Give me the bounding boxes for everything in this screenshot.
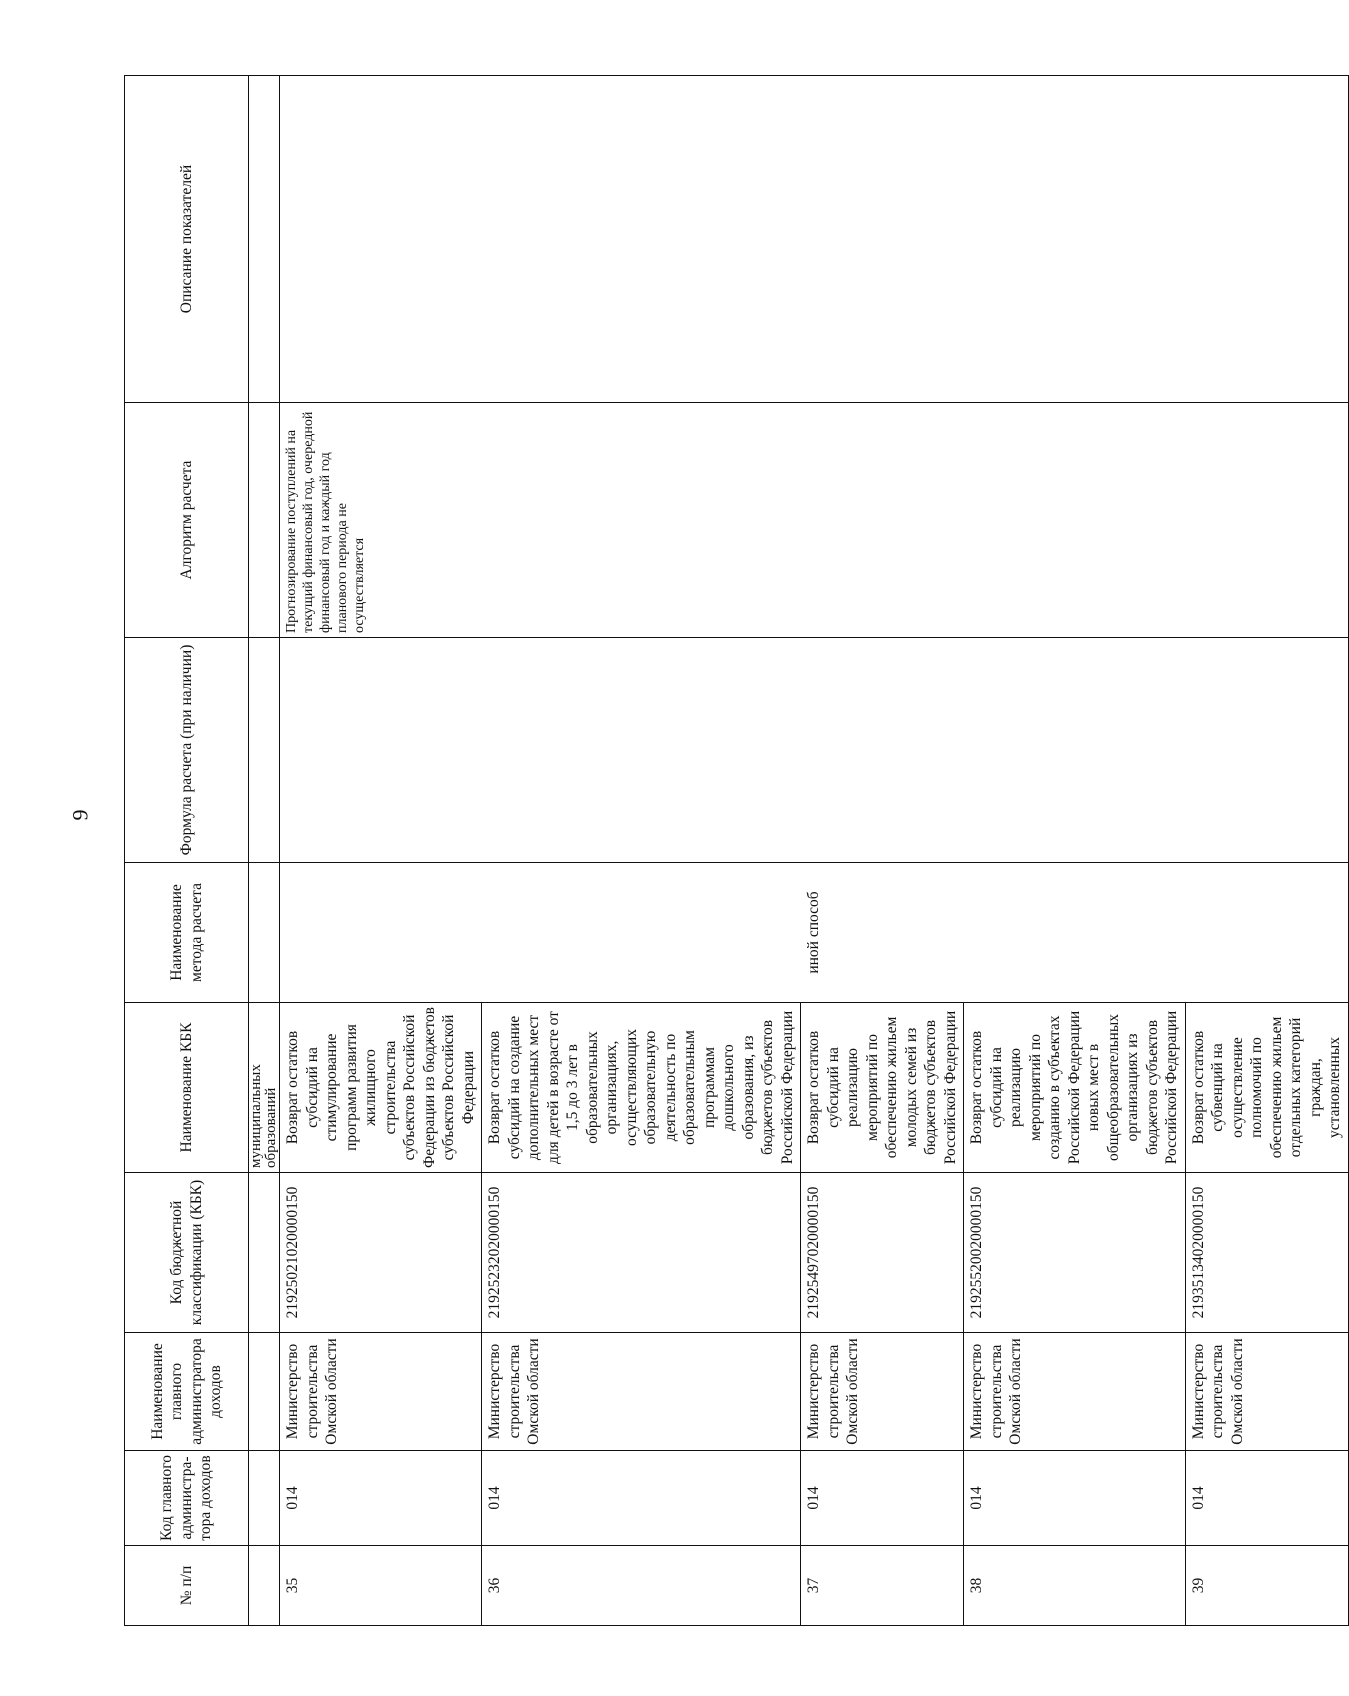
- header-kbk-code: Код бюджетной классификации (КБК): [125, 1173, 249, 1333]
- formula-cell: [280, 638, 1349, 863]
- header-formula: Формула расчета (при наличии): [125, 638, 249, 863]
- method-cell: иной способ: [280, 863, 1349, 1003]
- row-kbk-code: 21925520020000150: [964, 1173, 1186, 1333]
- header-algorithm: Алгоритм расчета: [125, 403, 249, 638]
- header-admin-code: Код главного администра-тора доходов: [125, 1451, 249, 1546]
- row-admin-name: Министерство строительства Омской области: [964, 1333, 1186, 1451]
- row-kbk-code: 21935134020000150: [1185, 1173, 1348, 1333]
- row-kbk-name: Возврат остатков субсидий на создание дополнительных мест для детей в возрасте от 1,5 до 3 лет в образовательных организациях, осуществляющих образовательную деятельность по образовательным программам дошкольного образования, из бюджетов субъектов Российской Федерации: [482, 1003, 801, 1173]
- row-num: 35: [280, 1546, 482, 1626]
- header-description: Описание показателей: [125, 76, 249, 403]
- algorithm-cell: Прогнозирование поступлений на текущий финансовый год, очередной финансовый год и каждый год планового периода не осуществляется: [280, 403, 1349, 638]
- row-kbk-code: 21925021020000150: [280, 1173, 482, 1333]
- row-kbk-name: Возврат остатков субсидий на реализацию мероприятий по обеспечению жильем молодых семей из бюджетов субъектов Российской Федерации: [801, 1003, 964, 1173]
- row-admin-name: Министерство строительства Омской области: [1185, 1333, 1348, 1451]
- table-row: [280, 76, 482, 1626]
- rotated-table-container: [124, 76, 1343, 1626]
- row-admin-name: Министерство строительства Омской области: [482, 1333, 801, 1451]
- revenue-table: [124, 75, 1349, 1626]
- page-number: 9: [67, 809, 93, 821]
- row-kbk-name: Возврат остатков субвенций на осуществление полномочий по обеспечению жильем отдельных категорий граждан, установленных: [1185, 1003, 1348, 1173]
- row-admin-code: 014: [964, 1451, 1186, 1546]
- header-row: [125, 76, 249, 1626]
- header-num: № п/п: [125, 1546, 249, 1626]
- description-cell: [280, 76, 1349, 403]
- row-kbk-name: Возврат остатков субсидий на стимулирование программ развития жилищного строительства субъектов Российской Федерации из бюджетов субъектов Российской Федерации: [280, 1003, 482, 1173]
- row-admin-code: 014: [280, 1451, 482, 1546]
- header-admin-name: Наименование главного администратора доходов: [125, 1333, 249, 1451]
- continuation-row: [249, 76, 280, 1626]
- row-admin-code: 014: [482, 1451, 801, 1546]
- row-num: 37: [801, 1546, 964, 1626]
- continuation-text: муниципальных образований: [249, 1003, 280, 1173]
- row-admin-name: Министерство строительства Омской области: [280, 1333, 482, 1451]
- row-num: 39: [1185, 1546, 1348, 1626]
- row-admin-name: Министерство строительства Омской области: [801, 1333, 964, 1451]
- row-admin-code: 014: [801, 1451, 964, 1546]
- row-num: 36: [482, 1546, 801, 1626]
- row-admin-code: 014: [1185, 1451, 1348, 1546]
- row-kbk-code: 21925497020000150: [801, 1173, 964, 1333]
- header-method: Наименование метода расчета: [125, 863, 249, 1003]
- row-num: 38: [964, 1546, 1186, 1626]
- header-kbk-name: Наименование КБК: [125, 1003, 249, 1173]
- row-kbk-name: Возврат остатков субсидий на реализацию мероприятий по созданию в субъектах Российской Федерации новых мест в общеобразовательных организациях из бюджетов субъектов Российской Федерации: [964, 1003, 1186, 1173]
- row-kbk-code: 21925232020000150: [482, 1173, 801, 1333]
